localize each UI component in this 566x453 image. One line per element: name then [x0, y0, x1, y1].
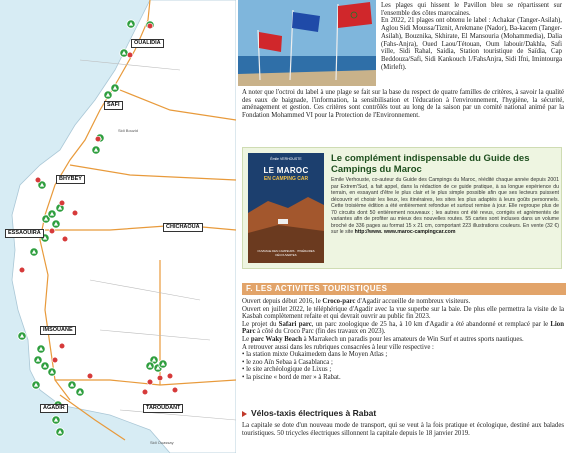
- text-run: Le projet du: [242, 320, 279, 328]
- site-number-marker-icon: [19, 267, 25, 273]
- book-cover-subtitle: EN CAMPING CAR: [263, 176, 309, 182]
- site-number-marker-icon: [59, 200, 65, 206]
- city-label-oualidia: OUALIDIA: [131, 39, 164, 48]
- place-label-sidi-ouassay: Sidi Ouassay: [150, 440, 174, 445]
- red-flag: [338, 2, 372, 28]
- site-number-marker-icon: [35, 177, 41, 183]
- list-item: • le zoo Aïn Sebaa à Casablanca ;: [242, 358, 333, 366]
- book-description: Emile Verhouste, co-auteur du Guide des Campings du Maroc, réédité chaque année depuis 2001 par Extrem'Sud, a fait appel, dans la rédaction de ce guide pratique, à sa longue expérience du terrain, en essayant d'être le plus clair et le plus simple possible afin que ses lecteurs puissent découvrir et choisir les lieux, les itinéraires, les sites les plus adaptés à leurs goûts personnels. Cette troisième édition a été entièrement refondue et surtout remise à jour. Elle regroupe plus de 70 circuits dont 50 entièrement nouveaux ; les autres ont été revus, corrigés et agrémentés de variantes afin de profiter au mieux des nouvelles routes. 55 cartes sont incluses dans un volume broché de 336 pages au format 15 x 21 cm, comportant 223 illustrations couleurs. En vente (32 €) sur le site: [331, 177, 559, 235]
- text-run: d'Agadir accueille de nombreux visiteurs.: [355, 298, 471, 305]
- site-number-marker-icon: [167, 373, 173, 379]
- book-cover-footer: OUVRAGE DES CAMPEURS · ITINÉRAIRES DÉCOUVERTES: [257, 249, 315, 257]
- pavilion-text: [381, 2, 562, 71]
- pavilion-intro: Les plages qui hissent le Pavillon bleu se répartissent sur l'ensemble des côtes marocaines.: [381, 2, 562, 17]
- photo-drawing: [238, 0, 376, 86]
- camping-map: [0, 0, 236, 453]
- site-number-marker-icon: [172, 387, 178, 393]
- place-label-sidi-bouzid: Sidi Bouzid: [118, 128, 139, 133]
- list-item: • la piscine « bord de mer » à Rabat.: [242, 373, 341, 381]
- book-box-title: Le complément indispensable du Guide des Campings du Maroc: [331, 153, 530, 175]
- site-number-marker-icon: [52, 357, 58, 363]
- site-number-marker-icon: [87, 373, 93, 379]
- site-number-marker-icon: [72, 210, 78, 216]
- safari-parc-paragraph: [242, 321, 564, 336]
- site-number-marker-icon: [142, 389, 148, 395]
- waky-beach-paragraph: [242, 336, 564, 344]
- see-also-list: [242, 351, 564, 381]
- site-number-marker-icon: [147, 23, 153, 29]
- section-title: F. LES ACTIVITES TOURISTIQUES: [246, 284, 388, 293]
- text-run: Le: [242, 335, 251, 343]
- book-cover-title: LE MAROC: [263, 166, 309, 175]
- heading-text: Vélos-taxis électriques à Rabat: [251, 408, 377, 418]
- section-band: [242, 283, 566, 295]
- text-run: Ouvert depuis début 2016, le: [242, 298, 323, 305]
- triangle-bullet-icon: [242, 411, 247, 417]
- article-column: [238, 0, 566, 453]
- see-also-paragraph: A retrouver aussi dans les rubriques consacrées à leur ville respective :: [242, 343, 434, 351]
- text-run-bold: Safari parc: [278, 320, 312, 328]
- list-item: • la station mixte Oukaimedem dans le Moyen Atlas ;: [242, 351, 388, 359]
- site-number-marker-icon: [49, 228, 55, 234]
- site-number-marker-icon: [95, 136, 101, 142]
- site-number-marker-icon: [147, 379, 153, 385]
- activities-text: [242, 298, 564, 382]
- site-number-marker-icon: [59, 343, 65, 349]
- text-run: à côté du Croco Parc (fin des travaux en 2023).: [255, 328, 386, 336]
- cable-car-paragraph: Ouvert en juillet 2022, le téléphérique d'Agadir avec la vue superbe sur la baie. De plus elle permettra la visite de la Kasbah complètement refaite et qui devrait ouvrir au public fin 2023.: [242, 305, 564, 321]
- velo-taxi-heading: [242, 408, 376, 418]
- cover-valley: [248, 225, 324, 263]
- book-box-text: [331, 177, 559, 236]
- beach-flags-photo: [238, 0, 376, 86]
- city-label-essaouira: ESSAOUIRA: [5, 229, 44, 238]
- book-cover: [248, 153, 324, 263]
- text-run-bold: Croco-parc: [322, 298, 356, 305]
- text-run-bold: Lion Parc: [242, 320, 564, 336]
- city-label-imsouane: IMSOUANE: [40, 326, 76, 335]
- text-run-bold: parc Waky Beach: [250, 335, 302, 343]
- site-number-marker-icon: [62, 236, 68, 242]
- list-item: • le site archéologique de Lixus ;: [242, 366, 332, 374]
- site-number-marker-icon: [127, 52, 133, 58]
- velo-taxi-text: La capitale se dote d'un nouveau mode de transport, qui se veut à la fois pratique et écologique, destiné aux balades touristiques. 50 tricycles électriques sillonnent la capitale depuis le 18 janvier 2019.: [242, 422, 564, 437]
- croco-parc-paragraph: [242, 298, 564, 306]
- book-author: Émile VERHOUSTE: [270, 157, 302, 161]
- city-label-agadir: AGADIR: [40, 404, 68, 413]
- city-label-bhybey: BHYBEY: [56, 175, 85, 184]
- city-label-chichaoua: CHICHAOUA: [163, 223, 203, 232]
- text-run: à Marrakech un paradis pour les amateurs de Win Surf et autres sports nautiques.: [301, 335, 524, 343]
- book-url[interactable]: http://www. www.maroc-campingcar.com: [354, 229, 456, 235]
- site-number-marker-icon: [157, 375, 163, 381]
- city-label-safi: SAFI: [104, 101, 123, 110]
- text-run: , un parc zoologique de 25 ha, à 10 km d'Agadir a été abandonné et remplacé par le: [311, 320, 551, 328]
- label-criteria-text: A noter que l'octroi du label à une plage se fait sur la base du respect de quatre familles de critères, à savoir la qualité des eaux de baignade, l'information, la sensibilisation et l'éducation à l'environnement, l'hygiène, la sécurité, aménagement et gestion. Ces critères sont contrôlés tout au long de la saison par un comité national animé par la Fondation Mohammed VI pour la Protection de l'Environnement.: [242, 89, 564, 120]
- labeled-beaches: En 2022, 21 plages ont obtenu le label : Achakar (Tanger-Asilah), Aglou Sidi Moussa/Tiznit, Arekmane (Nador), Ba-kacem (Tanger-Asilah), Bouznika, Skhirate, El Mansouria (Mohammedia), Dalia (Fahs-Anjra), Oued Laou/Tétouan, Oum labouir/Dakhla, Safi ville, Sidi Rahal, Saidia, Station touristique de Saïdia, Cap Beddouza/Safi, Sidi Kankouch 1/FahsAnjra, Sidi Ifni, Imintourga (Mirleft).: [381, 17, 562, 71]
- city-label-taroudant: TAROUDANT: [143, 404, 183, 413]
- cover-vehicle: [278, 219, 288, 224]
- book-promo-box: [242, 147, 562, 269]
